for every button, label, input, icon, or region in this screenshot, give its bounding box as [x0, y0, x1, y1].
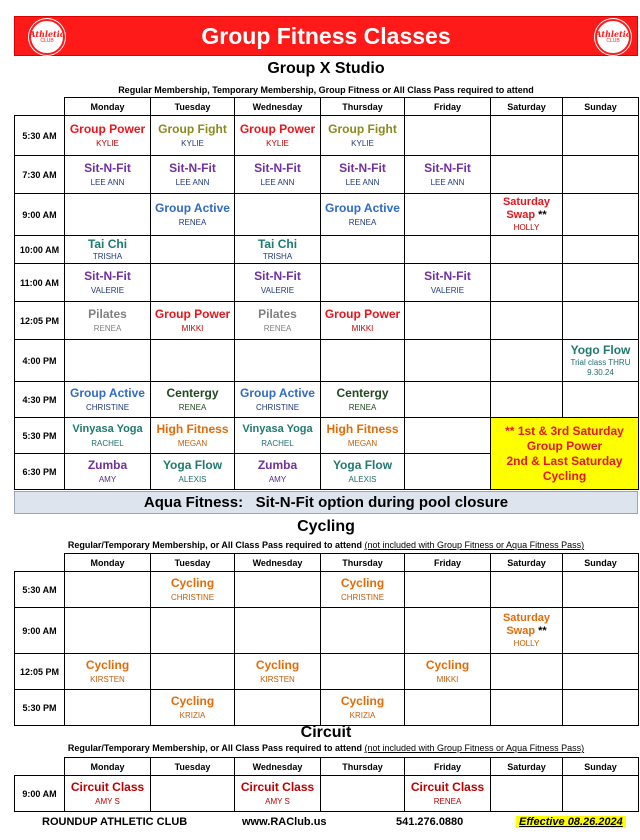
- instructor-name: LEE ANN: [260, 178, 295, 187]
- day-header: Sunday: [563, 98, 639, 116]
- instructor-name: CHRISTINE: [85, 403, 130, 412]
- class-note: Trial class THRU: [570, 358, 631, 367]
- note-line: Group Power: [526, 438, 603, 453]
- schedule-row: [15, 116, 639, 156]
- class-note: 9.30.24: [587, 368, 614, 377]
- time-cell: 6:30 PM: [15, 454, 65, 490]
- class-name: Circuit Class: [410, 780, 485, 794]
- empty-cell: [405, 116, 491, 156]
- empty-cell: [491, 654, 563, 690]
- logo-text: Athletic: [29, 29, 65, 39]
- circuit-requirement-note: (not included with Group Fitness or Aqua Fitness Pass): [364, 743, 585, 753]
- class-cell: [65, 264, 151, 302]
- class-name: Pilates: [88, 307, 127, 321]
- instructor-name: CHRISTINE: [170, 593, 215, 602]
- effective-date: Effective 08.26.2024: [516, 816, 626, 828]
- class-name: Sit-N-Fit: [424, 161, 471, 175]
- empty-cell: [321, 776, 405, 812]
- empty-cell: [563, 194, 639, 236]
- day-header: Saturday: [491, 98, 563, 116]
- day-header: Tuesday: [151, 554, 235, 572]
- page-header: [14, 16, 638, 56]
- class-cell: [321, 156, 405, 194]
- class-name: Vinyasa Yoga: [242, 423, 313, 435]
- empty-cell: [563, 572, 639, 608]
- class-name: Circuit Class: [240, 780, 315, 794]
- day-header: Monday: [65, 98, 151, 116]
- day-header-row: [15, 554, 639, 572]
- class-name: Cycling: [340, 576, 385, 590]
- time-cell: 9:00 AM: [15, 194, 65, 236]
- class-cell: [235, 116, 321, 156]
- instructor-name: RACHEL: [261, 439, 294, 448]
- class-name: Group Active: [70, 386, 145, 400]
- class-cell: [235, 236, 321, 264]
- schedule-row: [15, 340, 639, 382]
- group-x-schedule: [14, 97, 639, 490]
- instructor-name: TRISHA: [92, 252, 123, 261]
- day-header: Monday: [65, 554, 151, 572]
- empty-cell: [405, 690, 491, 726]
- day-header: Thursday: [321, 554, 405, 572]
- class-name: Centergy: [166, 386, 219, 400]
- empty-cell: [151, 340, 235, 382]
- instructor-name: MIKKI: [351, 324, 374, 333]
- empty-cell: [321, 264, 405, 302]
- header-corner: [15, 98, 65, 116]
- instructor-name: MEGAN: [347, 439, 378, 448]
- instructor-name: ALEXIS: [348, 475, 377, 484]
- class-name: Sit-N-Fit: [84, 269, 131, 283]
- empty-cell: [405, 194, 491, 236]
- day-header-row: [15, 758, 639, 776]
- time-cell: 5:30 PM: [15, 690, 65, 726]
- empty-cell: [405, 382, 491, 418]
- empty-cell: [235, 608, 321, 654]
- note-line: ** 1st & 3rd Saturday: [505, 423, 624, 438]
- class-cell: [321, 382, 405, 418]
- class-name: Group Active: [240, 386, 315, 400]
- empty-cell: [491, 156, 563, 194]
- empty-cell: [321, 654, 405, 690]
- class-name: High Fitness: [156, 422, 229, 436]
- class-cell: [491, 608, 563, 654]
- group-x-title: Group X Studio: [267, 60, 385, 77]
- logo-text: Athletic: [595, 29, 631, 39]
- empty-cell: [491, 382, 563, 418]
- class-name: Sit-N-Fit: [339, 161, 386, 175]
- class-cell: [151, 156, 235, 194]
- empty-cell: [405, 454, 491, 490]
- class-cell: [235, 382, 321, 418]
- instructor-name: VALERIE: [90, 286, 125, 295]
- class-name: Cycling: [85, 658, 130, 672]
- class-cell: [235, 418, 321, 454]
- class-name: Sit-N-Fit: [254, 269, 301, 283]
- empty-cell: [235, 340, 321, 382]
- class-cell: [151, 382, 235, 418]
- club-name: ROUNDUP ATHLETIC CLUB: [42, 816, 188, 828]
- empty-cell: [235, 690, 321, 726]
- note-line: 2nd & Last Saturday: [506, 453, 623, 468]
- class-name: Cycling: [425, 658, 470, 672]
- time-cell: 4:00 PM: [15, 340, 65, 382]
- instructor-name: RENEA: [178, 218, 207, 227]
- empty-cell: [491, 302, 563, 340]
- empty-cell: [491, 690, 563, 726]
- instructor-name: KRIZIA: [349, 711, 376, 720]
- empty-cell: [491, 116, 563, 156]
- class-name: Swap: [506, 209, 536, 221]
- class-name: Cycling: [170, 694, 215, 708]
- class-name: Sit-N-Fit: [424, 269, 471, 283]
- instructor-name: MEGAN: [177, 439, 208, 448]
- schedule-row: [15, 302, 639, 340]
- instructor-name: KIRSTEN: [260, 675, 295, 684]
- class-name: Cycling: [340, 694, 385, 708]
- day-header: Tuesday: [151, 758, 235, 776]
- aqua-fitness-banner: Aqua Fitness: Sit-N-Fit option during pool closure: [14, 491, 638, 514]
- day-header: Thursday: [321, 758, 405, 776]
- time-cell: 9:00 AM: [15, 608, 65, 654]
- day-header: Sunday: [563, 554, 639, 572]
- circuit-title: Circuit: [300, 724, 352, 741]
- empty-cell: [151, 654, 235, 690]
- asterisk-mark: **: [538, 209, 547, 221]
- class-cell: [235, 264, 321, 302]
- class-name: Group Fight: [328, 122, 397, 136]
- empty-cell: [65, 690, 151, 726]
- schedule-row: [15, 382, 639, 418]
- class-name: Yoga Flow: [332, 458, 393, 472]
- day-header: Sunday: [563, 758, 639, 776]
- empty-cell: [563, 236, 639, 264]
- schedule-row: [15, 194, 639, 236]
- instructor-name: RENEA: [433, 797, 462, 806]
- instructor-name: RENEA: [178, 403, 207, 412]
- empty-cell: [491, 776, 563, 812]
- class-cell: [65, 454, 151, 490]
- class-name: Cycling: [170, 576, 215, 590]
- empty-cell: [405, 340, 491, 382]
- page-title: Group Fitness Classes: [201, 23, 451, 49]
- class-cell: [321, 116, 405, 156]
- instructor-name: CHRISTINE: [255, 403, 300, 412]
- instructor-name: LEE ANN: [430, 178, 465, 187]
- class-name: Tai Chi: [87, 237, 128, 251]
- phone-number: 541.276.0880: [396, 816, 464, 828]
- schedule-row: [15, 690, 639, 726]
- class-cell: [151, 418, 235, 454]
- time-cell: 9:00 AM: [15, 776, 65, 812]
- instructor-name: RENEA: [263, 324, 292, 333]
- class-cell: [65, 156, 151, 194]
- empty-cell: [151, 264, 235, 302]
- class-cell: [563, 340, 639, 382]
- empty-cell: [321, 236, 405, 264]
- empty-cell: [65, 194, 151, 236]
- class-name: Saturday: [502, 196, 551, 208]
- instructor-name: KYLIE: [181, 139, 204, 148]
- empty-cell: [563, 608, 639, 654]
- class-name: Group Fight: [158, 122, 227, 136]
- class-name: Swap: [506, 625, 536, 637]
- class-cell: [235, 454, 321, 490]
- instructor-name: MIKKI: [436, 675, 459, 684]
- empty-cell: [321, 340, 405, 382]
- empty-cell: [563, 116, 639, 156]
- class-name: Vinyasa Yoga: [72, 423, 143, 435]
- day-header: Monday: [65, 758, 151, 776]
- day-header: Wednesday: [235, 554, 321, 572]
- logo-subtext: CLUB: [40, 38, 54, 44]
- instructor-name: TRISHA: [262, 252, 293, 261]
- class-name: Zumba: [87, 458, 128, 472]
- instructor-name: HOLLY: [513, 639, 540, 648]
- class-cell: [491, 194, 563, 236]
- empty-cell: [65, 340, 151, 382]
- club-logo-right: [595, 19, 631, 55]
- time-cell: 10:00 AM: [15, 236, 65, 264]
- empty-cell: [563, 654, 639, 690]
- instructor-name: AMY S: [265, 797, 290, 806]
- class-cell: [405, 156, 491, 194]
- schedule-row: [15, 776, 639, 812]
- class-name: Tai Chi: [257, 237, 298, 251]
- class-cell: [235, 156, 321, 194]
- class-cell: [151, 572, 235, 608]
- time-cell: 11:00 AM: [15, 264, 65, 302]
- empty-cell: [235, 194, 321, 236]
- class-name: Group Power: [239, 122, 316, 136]
- instructor-name: RENEA: [348, 403, 377, 412]
- day-header: Friday: [405, 554, 491, 572]
- group-x-requirement: Regular Membership, Temporary Membership, Group Fitness or All Class Pass required to attend: [118, 85, 534, 95]
- empty-cell: [321, 608, 405, 654]
- class-cell: [65, 654, 151, 690]
- schedule-row: [15, 156, 639, 194]
- schedule-row: [15, 418, 639, 454]
- empty-cell: [491, 264, 563, 302]
- empty-cell: [65, 572, 151, 608]
- time-cell: 5:30 AM: [15, 116, 65, 156]
- day-header: Friday: [405, 758, 491, 776]
- instructor-name: KYLIE: [351, 139, 374, 148]
- class-cell: [321, 572, 405, 608]
- schedule-row: [15, 654, 639, 690]
- instructor-name: ALEXIS: [178, 475, 207, 484]
- class-name: Circuit Class: [70, 780, 145, 794]
- day-header: Thursday: [321, 98, 405, 116]
- class-name: Group Power: [69, 122, 146, 136]
- class-name: Group Active: [155, 201, 230, 215]
- class-cell: [235, 776, 321, 812]
- class-name: Group Power: [154, 307, 231, 321]
- empty-cell: [151, 608, 235, 654]
- instructor-name: RACHEL: [91, 439, 124, 448]
- schedule-row: [15, 608, 639, 654]
- class-cell: [65, 116, 151, 156]
- class-cell: [321, 690, 405, 726]
- instructor-name: RENEA: [93, 324, 122, 333]
- class-cell: [405, 776, 491, 812]
- class-cell: [65, 418, 151, 454]
- class-cell: [321, 454, 405, 490]
- schedule-row: [15, 236, 639, 264]
- empty-cell: [563, 264, 639, 302]
- class-name: High Fitness: [326, 422, 399, 436]
- logo-subtext: CLUB: [606, 38, 620, 44]
- empty-cell: [405, 572, 491, 608]
- empty-cell: [405, 236, 491, 264]
- class-cell: [405, 654, 491, 690]
- circuit-requirement: Regular/Temporary Membership, or All Class Pass required to attend: [67, 743, 362, 753]
- day-header: Tuesday: [151, 98, 235, 116]
- class-cell: [405, 264, 491, 302]
- class-cell: [235, 302, 321, 340]
- instructor-name: RENEA: [348, 218, 377, 227]
- empty-cell: [151, 236, 235, 264]
- time-cell: 12:05 PM: [15, 302, 65, 340]
- class-name: Sit-N-Fit: [254, 161, 301, 175]
- cycling-schedule: [14, 553, 639, 726]
- header-corner: [15, 554, 65, 572]
- cycling-requirement: Regular/Temporary Membership, or All Class Pass required to attend: [67, 540, 362, 550]
- day-header: Saturday: [491, 758, 563, 776]
- class-cell: [151, 116, 235, 156]
- empty-cell: [563, 776, 639, 812]
- empty-cell: [563, 382, 639, 418]
- instructor-name: MIKKI: [181, 324, 204, 333]
- cycling-requirement-note: (not included with Group Fitness or Aqua Fitness Pass): [364, 540, 585, 550]
- class-cell: [65, 302, 151, 340]
- instructor-name: HOLLY: [513, 223, 540, 232]
- empty-cell: [405, 302, 491, 340]
- instructor-name: AMY S: [95, 797, 120, 806]
- circuit-schedule: [14, 757, 639, 812]
- class-cell: [151, 690, 235, 726]
- instructor-name: LEE ANN: [90, 178, 125, 187]
- class-name: Centergy: [336, 386, 389, 400]
- time-cell: 4:30 PM: [15, 382, 65, 418]
- instructor-name: LEE ANN: [175, 178, 210, 187]
- instructor-name: VALERIE: [260, 286, 295, 295]
- class-name: Cycling: [255, 658, 300, 672]
- day-header: Friday: [405, 98, 491, 116]
- class-name: Yogo Flow: [570, 343, 631, 357]
- class-name: Sit-N-Fit: [169, 161, 216, 175]
- page-footer: [14, 816, 638, 832]
- note-line: Cycling: [542, 468, 587, 483]
- class-cell: [321, 418, 405, 454]
- class-cell: [65, 776, 151, 812]
- empty-cell: [491, 572, 563, 608]
- instructor-name: VALERIE: [430, 286, 465, 295]
- time-cell: 5:30 AM: [15, 572, 65, 608]
- class-cell: [151, 454, 235, 490]
- schedule-row: [15, 572, 639, 608]
- instructor-name: AMY: [268, 475, 287, 484]
- empty-cell: [151, 776, 235, 812]
- empty-cell: [491, 236, 563, 264]
- header-corner: [15, 758, 65, 776]
- empty-cell: [563, 156, 639, 194]
- asterisk-mark: **: [538, 625, 547, 637]
- class-cell: [151, 194, 235, 236]
- empty-cell: [563, 690, 639, 726]
- day-header-row: [15, 98, 639, 116]
- class-cell: [321, 302, 405, 340]
- class-name: Group Active: [325, 201, 400, 215]
- class-cell: [235, 654, 321, 690]
- day-header: Wednesday: [235, 98, 321, 116]
- instructor-name: KRIZIA: [179, 711, 206, 720]
- time-cell: 12:05 PM: [15, 654, 65, 690]
- class-name: Saturday: [502, 612, 551, 624]
- saturday-note: [491, 418, 639, 490]
- empty-cell: [235, 572, 321, 608]
- instructor-name: KIRSTEN: [90, 675, 125, 684]
- instructor-name: KYLIE: [266, 139, 289, 148]
- time-cell: 5:30 PM: [15, 418, 65, 454]
- class-name: Zumba: [257, 458, 298, 472]
- class-name: Pilates: [258, 307, 297, 321]
- empty-cell: [491, 340, 563, 382]
- class-cell: [321, 194, 405, 236]
- cycling-title: Cycling: [297, 518, 355, 535]
- class-name: Group Power: [324, 307, 401, 321]
- empty-cell: [405, 608, 491, 654]
- class-cell: [65, 236, 151, 264]
- class-cell: [151, 302, 235, 340]
- class-cell: [65, 382, 151, 418]
- time-cell: 7:30 AM: [15, 156, 65, 194]
- class-name: Sit-N-Fit: [84, 161, 131, 175]
- instructor-name: LEE ANN: [345, 178, 380, 187]
- day-header: Saturday: [491, 554, 563, 572]
- instructor-name: CHRISTINE: [340, 593, 385, 602]
- instructor-name: AMY: [98, 475, 117, 484]
- day-header: Wednesday: [235, 758, 321, 776]
- instructor-name: KYLIE: [96, 139, 119, 148]
- empty-cell: [563, 302, 639, 340]
- empty-cell: [65, 608, 151, 654]
- website-link[interactable]: www.RAClub.us: [242, 816, 327, 828]
- class-name: Yoga Flow: [162, 458, 223, 472]
- empty-cell: [405, 418, 491, 454]
- schedule-row: [15, 264, 639, 302]
